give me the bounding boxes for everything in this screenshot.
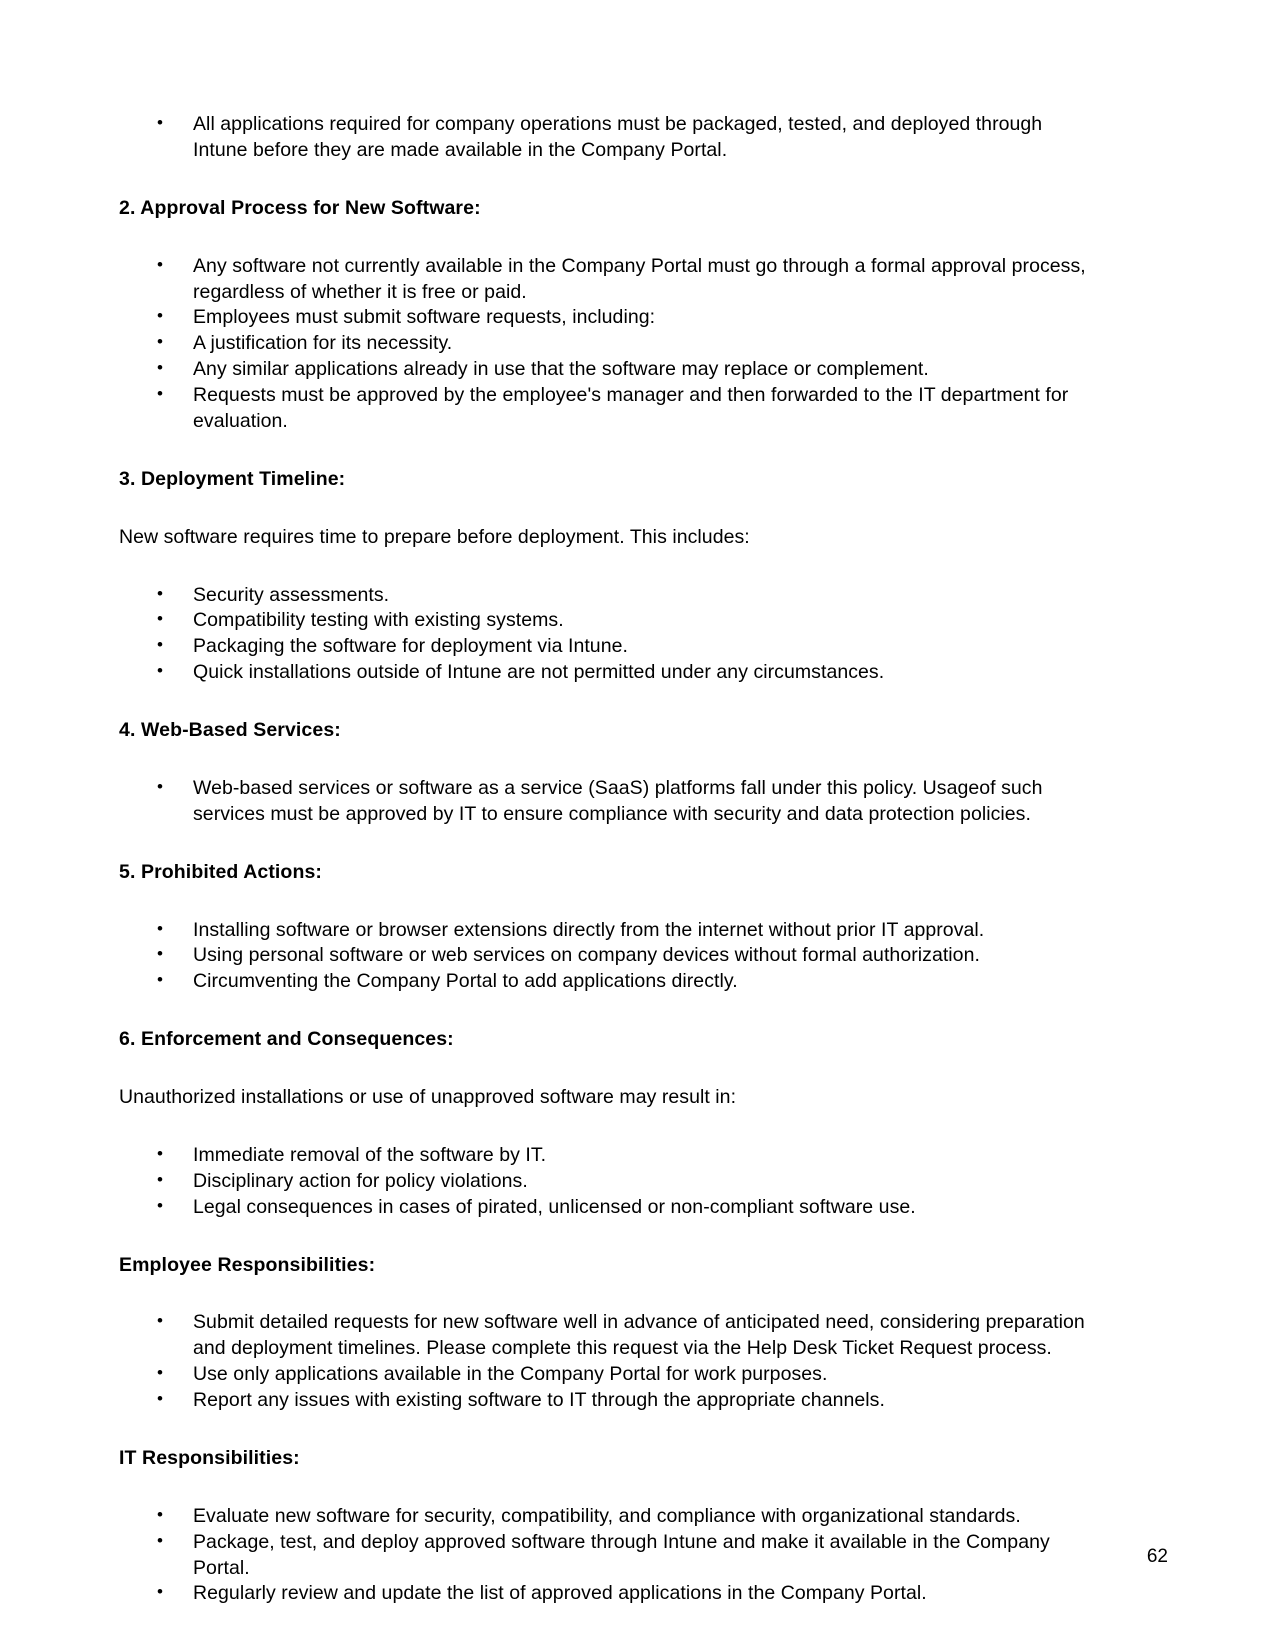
list-item: • Installing software or browser extensions directly from the internet without prior IT approval. [119, 918, 1104, 944]
list-item: • Any similar applications already in use that the software may replace or complement. [119, 357, 1104, 383]
spacer [119, 744, 1094, 776]
bullet-list [119, 1310, 1104, 1414]
list-item: • Package, test, and deploy approved software through Intune and make it available in the Company Portal. [119, 1530, 1081, 1582]
spacer [119, 222, 1094, 254]
spacer [119, 995, 1094, 1027]
document-body [119, 112, 1094, 1607]
list-item: • Report any issues with existing software to IT through the appropriate channels. [119, 1388, 1104, 1414]
list-item: • Disciplinary action for policy violations. [119, 1169, 1104, 1195]
bullet-list [119, 1504, 1081, 1608]
list-item: • Any software not currently available in the Company Portal must go through a formal approval process, regardless of whether it is free or paid. [119, 254, 1104, 306]
spacer [119, 551, 1094, 583]
bullet-list [119, 1143, 1104, 1221]
list-item: • Security assessments. [119, 583, 1104, 609]
spacer [119, 828, 1094, 860]
list-item: • Packaging the software for deployment via Intune. [119, 634, 1104, 660]
spacer [119, 886, 1094, 918]
list-item: • All applications required for company operations must be packaged, tested, and deployed through Intune before they are made available in the Company Portal. [119, 112, 1081, 164]
bullet-list [119, 918, 1104, 996]
list-item: • Quick installations outside of Intune are not permitted under any circumstances. [119, 660, 1104, 686]
list-item: • Evaluate new software for security, compatibility, and compliance with organizational standards. [119, 1504, 1081, 1530]
spacer [119, 1053, 1094, 1085]
section-heading-it-responsibilities: IT Responsibilities: [119, 1446, 300, 1469]
spacer [119, 1278, 1094, 1310]
section-heading-web-based-services: 4. Web-Based Services: [119, 719, 341, 742]
list-item: • Submit detailed requests for new software well in advance of anticipated need, considering preparation and deployment timelines. Please complete this request via the Help Desk Ticket Request process. [119, 1310, 1104, 1362]
page-number: 62 [1146, 1546, 1168, 1567]
list-item: • Regularly review and update the list of approved applications in the Company Portal. [119, 1581, 1081, 1607]
section-heading-employee-responsibilities: Employee Responsibilities: [119, 1253, 376, 1276]
list-item: • Web-based services or software as a service (SaaS) platforms fall under this policy. Usageof such services must be approved by IT to ensure compliance with security and data protection policies. [119, 776, 1081, 828]
list-item: • Using personal software or web services on company devices without formal authorization. [119, 943, 1104, 969]
spacer [119, 164, 1094, 196]
spacer [119, 1472, 1094, 1504]
list-item: • Legal consequences in cases of pirated, unlicensed or non-compliant software use. [119, 1195, 1104, 1221]
list-item: • Immediate removal of the software by IT. [119, 1143, 1104, 1169]
bullet-list [119, 254, 1104, 435]
section-heading-enforcement-consequences: 6. Enforcement and Consequences: [119, 1028, 454, 1051]
list-item: • A justification for its necessity. [119, 331, 1104, 357]
bullet-list [119, 776, 1081, 828]
spacer [119, 1414, 1094, 1446]
section-heading-deployment-timeline: 3. Deployment Timeline: [119, 468, 346, 491]
body-paragraph: Unauthorized installations or use of unapproved software may result in: [119, 1086, 737, 1108]
spacer [119, 686, 1094, 718]
bullet-list [119, 583, 1104, 687]
spacer [119, 493, 1094, 525]
list-item: • Requests must be approved by the employee's manager and then forwarded to the IT department for evaluation. [119, 383, 1104, 435]
list-item: • Use only applications available in the Company Portal for work purposes. [119, 1362, 1104, 1388]
section-heading-approval-process: 2. Approval Process for New Software: [119, 196, 481, 219]
list-item: • Employees must submit software requests, including: [119, 305, 1104, 331]
section-heading-prohibited-actions: 5. Prohibited Actions: [119, 860, 322, 883]
body-paragraph: New software requires time to prepare before deployment. This includes: [119, 525, 750, 548]
list-item: • Circumventing the Company Portal to add applications directly. [119, 969, 1104, 995]
spacer [119, 1221, 1094, 1253]
spacer [119, 1111, 1094, 1143]
list-item: • Compatibility testing with existing systems. [119, 608, 1104, 634]
spacer [119, 435, 1094, 467]
bullet-list [119, 112, 1081, 164]
